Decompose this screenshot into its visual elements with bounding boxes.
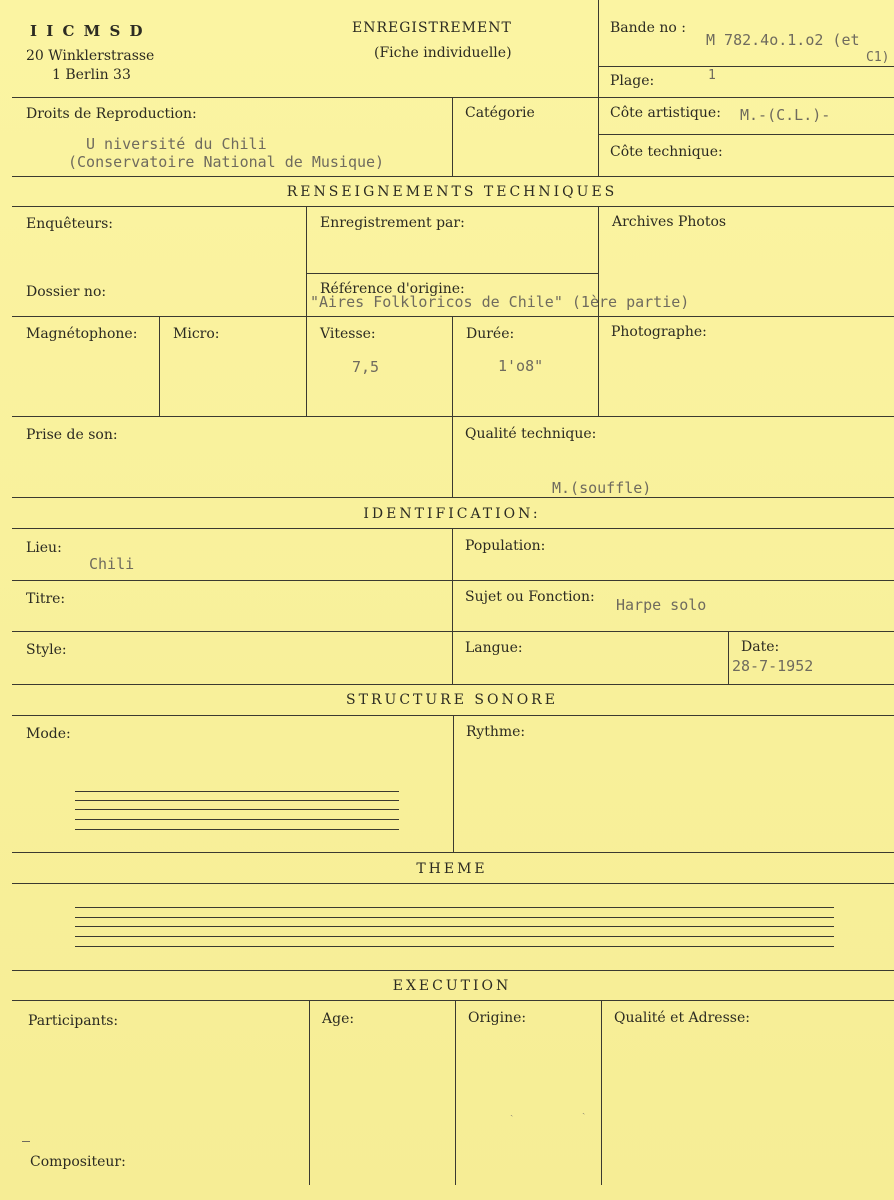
sujet-fonction-value: Harpe solo — [616, 596, 707, 614]
equipment-bottom-line — [12, 416, 894, 417]
header-bottom-line — [12, 97, 894, 98]
date-label: Date: — [741, 639, 780, 655]
org-name: I I C M S D — [30, 22, 145, 40]
population-label: Population: — [465, 538, 546, 554]
participants-label: Participants: — [28, 1013, 119, 1029]
style-label: Style: — [26, 642, 67, 658]
droits-divider — [452, 97, 453, 176]
micro-label: Micro: — [173, 326, 220, 342]
droits-line2: (Conservatoire National de Musique) — [68, 153, 385, 171]
qualite-adresse-label: Qualité et Adresse: — [614, 1010, 750, 1026]
duree-label: Durée: — [466, 326, 515, 342]
address-line2: 1 Berlin 33 — [52, 67, 131, 83]
origine-label: Origine: — [468, 1010, 527, 1026]
lieu-value: Chili — [89, 555, 135, 573]
origine-divider — [455, 1000, 456, 1185]
qualite-technique-label: Qualité technique: — [465, 426, 597, 442]
vitesse-label: Vitesse: — [320, 326, 376, 342]
technical-title-line — [12, 206, 894, 207]
address-line1: 20 Winklerstrasse — [26, 48, 155, 64]
lieu-label: Lieu: — [26, 540, 62, 556]
identification-bottom-line — [12, 684, 894, 685]
rythme-label: Rythme: — [466, 724, 526, 740]
theme-bottom-line — [12, 970, 894, 971]
bande-plage-divider — [598, 66, 894, 67]
archives-photos-label: Archives Photos — [612, 214, 727, 230]
identification-divider — [452, 528, 453, 684]
mode-divider — [453, 715, 454, 852]
enregistrement-par-label: Enregistrement par: — [320, 215, 465, 231]
qualite-adresse-divider — [601, 1000, 602, 1185]
form-subtitle: (Fiche individuelle) — [374, 45, 512, 61]
titre-bottom-line — [12, 631, 894, 632]
date-divider — [728, 631, 729, 684]
age-label: Age: — [322, 1011, 355, 1027]
execution-title-line — [12, 1000, 894, 1001]
photographe-label: Photographe: — [611, 324, 707, 340]
plage-label: Plage: — [610, 73, 655, 89]
droits-line1: U niversité du Chili — [86, 135, 267, 153]
reference-label: Référence d'origine: — [320, 281, 465, 297]
rights-bottom-line — [12, 176, 894, 177]
bande-value-cont: C1) — [866, 50, 890, 65]
cote-artistique-value: M.-(C.L.)- — [740, 106, 831, 124]
vitesse-value: 7,5 — [352, 358, 380, 376]
plage-value: 1 — [708, 68, 716, 83]
bande-label: Bande no : — [610, 20, 686, 36]
dossier-label: Dossier no: — [26, 284, 107, 300]
bande-value: M 782.4o.1.o2 (et — [706, 31, 860, 49]
cote-technique-label: Côte technique: — [610, 144, 723, 160]
prise-divider — [452, 416, 453, 497]
titre-label: Titre: — [26, 591, 66, 607]
stray-mark: ˎ — [582, 1104, 586, 1115]
identification-section-title: IDENTIFICATION: — [363, 506, 541, 522]
identification-title-line — [12, 528, 894, 529]
stray-mark: ˎ — [510, 1106, 514, 1117]
age-divider — [309, 1000, 310, 1185]
qualite-technique-value: M.(souffle) — [552, 479, 652, 497]
stray-mark — [22, 1141, 30, 1142]
reference-value: "Aires Folkloricos de Chile" (1ère partie) — [310, 293, 690, 311]
categorie-label: Catégorie — [465, 105, 535, 121]
mode-label: Mode: — [26, 726, 71, 742]
enqueteurs-label: Enquêteurs: — [26, 216, 114, 232]
cote-divider — [598, 134, 894, 135]
theme-section-title: THEME — [416, 861, 488, 877]
dossier-bottom-line — [12, 316, 894, 317]
enqueteurs-divider — [306, 206, 307, 417]
micro-divider — [159, 316, 160, 417]
prise-de-son-label: Prise de son: — [26, 427, 118, 443]
lieu-bottom-line — [12, 580, 894, 581]
compositeur-label: Compositeur: — [30, 1154, 126, 1170]
sujet-fonction-label: Sujet ou Fonction: — [465, 589, 595, 605]
categorie-divider — [598, 97, 599, 176]
langue-label: Langue: — [465, 640, 523, 656]
droits-label: Droits de Reproduction: — [26, 106, 197, 122]
date-value: 28-7-1952 — [732, 657, 814, 675]
duree-value: 1'o8" — [498, 357, 544, 375]
structure-section-title: STRUCTURE SONORE — [346, 692, 558, 708]
reference-top-line — [306, 273, 598, 274]
header-divider — [598, 0, 599, 98]
archives-divider — [598, 206, 599, 417]
technical-section-title: RENSEIGNEMENTS TECHNIQUES — [286, 184, 618, 200]
magnetophone-label: Magnétophone: — [26, 326, 138, 342]
cote-artistique-label: Côte artistique: — [610, 105, 721, 121]
form-title: ENREGISTREMENT — [352, 20, 512, 36]
theme-title-line — [12, 883, 894, 884]
technical-bottom-line — [12, 497, 894, 498]
execution-section-title: EXECUTION — [392, 978, 512, 994]
structure-bottom-line — [12, 852, 894, 853]
duree-divider — [452, 316, 453, 417]
